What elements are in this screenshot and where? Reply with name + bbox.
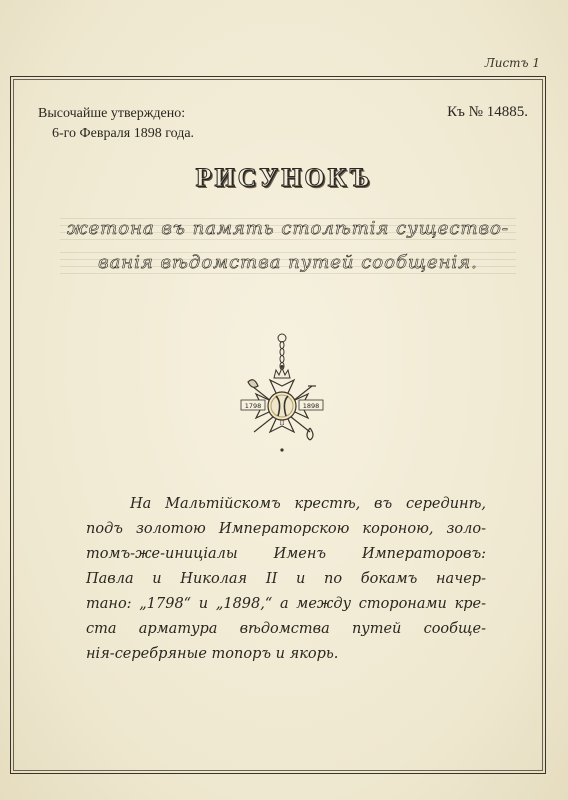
subtitle-line: ванія вѣдомства путей сообщенія.: [60, 246, 516, 280]
approval-line-1: Высочайше утверждено:: [38, 106, 186, 121]
monogram-numeral: II: [279, 420, 285, 427]
description-line: На Мальтійскомъ крестѣ, въ серединѣ,: [130, 496, 486, 512]
description-line: нія-серебряные топоръ и якорь.: [86, 646, 339, 662]
approval-line-2: 6-го Февраля 1898 года.: [52, 126, 195, 141]
description-line: подъ золотою Императорскою короною, золо-: [86, 521, 486, 537]
monogram-medallion: [268, 392, 296, 420]
description-line: Павла и Николая II и по бокамъ начер-: [86, 571, 486, 587]
document-number: Къ № 14885.: [447, 104, 528, 120]
description-line: ста арматура вѣдомства путей сообще-: [86, 621, 486, 637]
subtitle-line: жетона въ память столѣтія существо-: [60, 212, 516, 246]
description-line: тано: „1798“ и „1898,“ а между сторонами кре-: [86, 596, 486, 612]
year-left: 1798: [244, 402, 262, 410]
description-text: [86, 492, 486, 667]
approval-note: [38, 104, 194, 144]
sheet-label: Листъ 1: [484, 56, 540, 70]
chain: [278, 334, 286, 370]
crown-icon: [274, 365, 290, 378]
description-line: томъ-же-иниціалы Именъ Императоровъ:: [86, 546, 486, 562]
document-subtitle: [60, 212, 516, 280]
year-right: 1898: [302, 402, 320, 410]
document-title: РИСУНОКЪ: [195, 163, 373, 192]
badge-emblem: [224, 332, 340, 464]
